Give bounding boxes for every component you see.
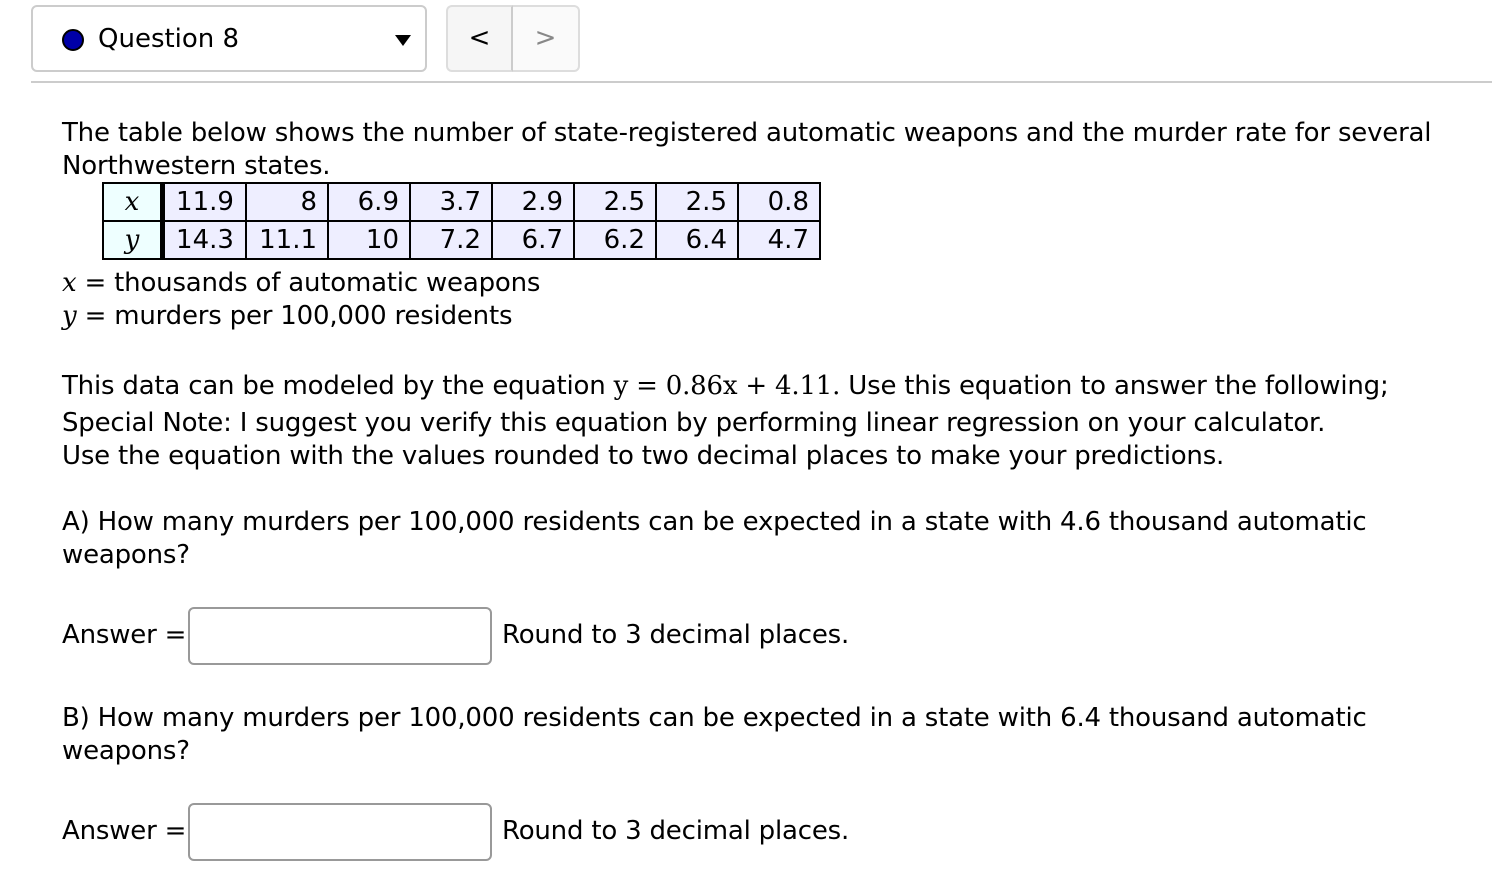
- answer-b-label: Answer =: [62, 816, 187, 846]
- cell: 4.7: [738, 221, 820, 259]
- answer-b-input[interactable]: [188, 803, 492, 861]
- equation: y = 0.86x + 4.11.: [613, 371, 841, 401]
- x-header: x: [103, 183, 163, 221]
- status-dot-icon: [62, 29, 84, 51]
- question-label: Question 8: [98, 24, 240, 54]
- question-b: B) How many murders per 100,000 residents can be expected in a state with 6.4 thousand automatic weapons?: [62, 703, 1367, 766]
- y-header: y: [103, 221, 163, 259]
- cell: 11.1: [246, 221, 328, 259]
- question-a: A) How many murders per 100,000 residents can be expected in a state with 4.6 thousand automatic weapons?: [62, 507, 1367, 570]
- special-note: Special Note: I suggest you verify this equation by performing linear regression on your calculator.: [62, 408, 1326, 438]
- answer-a-input[interactable]: [188, 607, 492, 665]
- next-question-button[interactable]: >: [513, 5, 580, 72]
- rounding-note: Use the equation with the values rounded to two decimal places to make your predictions.: [62, 441, 1225, 471]
- data-table: [102, 182, 821, 260]
- previous-question-button[interactable]: <: [446, 5, 513, 72]
- cell: 7.2: [410, 221, 492, 259]
- model-text: [62, 370, 1389, 403]
- cell: 6.2: [574, 221, 656, 259]
- cell: 2.5: [574, 183, 656, 221]
- cell: 0.8: [738, 183, 820, 221]
- cell: 10: [328, 221, 410, 259]
- cell: 11.9: [163, 183, 247, 221]
- cell: 8: [246, 183, 328, 221]
- x-def: = thousands of automatic weapons: [76, 268, 541, 298]
- cell: 6.7: [492, 221, 574, 259]
- answer-a-hint: Round to 3 decimal places.: [502, 620, 850, 650]
- question-selector[interactable]: [31, 5, 427, 72]
- model-post: Use this equation to answer the following;: [840, 371, 1389, 401]
- cell: 2.9: [492, 183, 574, 221]
- cell: 6.9: [328, 183, 410, 221]
- x-definition: [62, 267, 540, 300]
- cell: 6.4: [656, 221, 738, 259]
- answer-b-hint: Round to 3 decimal places.: [502, 816, 850, 846]
- x-var: x: [62, 268, 77, 298]
- cell: 3.7: [410, 183, 492, 221]
- table-row-y: [103, 221, 820, 259]
- divider: [31, 81, 1492, 83]
- dropdown-caret-icon: [395, 35, 411, 46]
- intro-text: The table below shows the number of state-registered automatic weapons and the murder rate for several Northwestern states.: [62, 118, 1432, 181]
- y-definition: [62, 300, 512, 333]
- cell: 14.3: [163, 221, 247, 259]
- table-row-x: [103, 183, 820, 221]
- model-pre: This data can be modeled by the equation: [62, 371, 614, 401]
- answer-a-label: Answer =: [62, 620, 187, 650]
- y-var: y: [62, 301, 77, 331]
- cell: 2.5: [656, 183, 738, 221]
- y-def: = murders per 100,000 residents: [76, 301, 513, 331]
